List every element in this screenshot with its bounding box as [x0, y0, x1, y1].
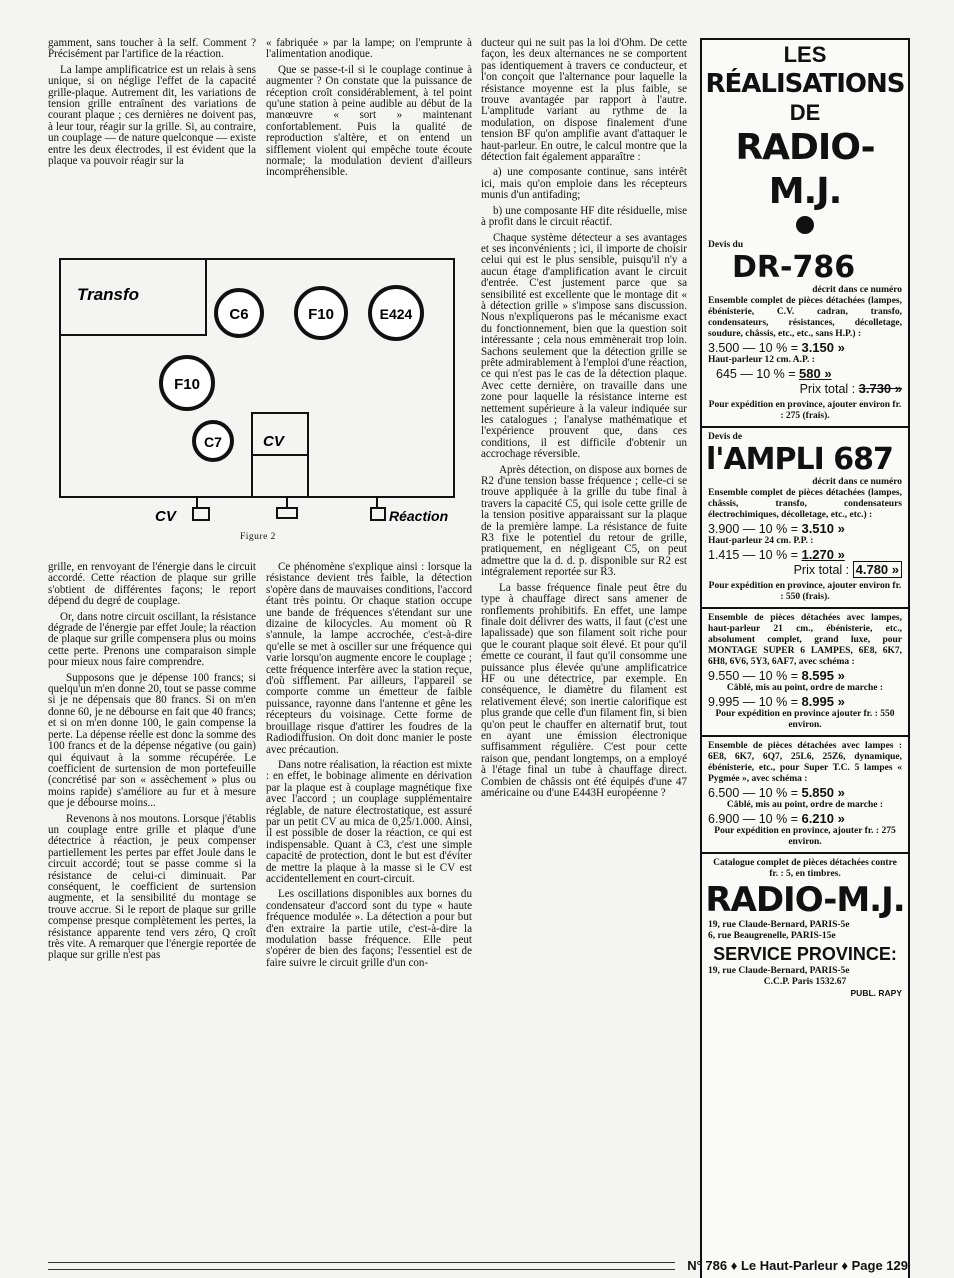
footer-text: N° 786 ♦ Le Haut-Parleur ♦ Page 129 — [687, 1258, 908, 1273]
cv-box-label: CV — [263, 433, 284, 450]
page-footer — [48, 1258, 908, 1273]
advertisement-radio-mj — [700, 38, 910, 1278]
ad-les: LES — [783, 42, 827, 67]
devis1-desc: Ensemble complet de pièces détachées (lampes, ébénisterie, C.V. cadran, transfo, condensateurs, résistances, décolletage, soudure, châssis, etc., etc., sans H.P.) : — [708, 296, 902, 339]
ens1-cable: Câblé, mis au point, ordre de marche : — [726, 683, 884, 693]
chassis-diagram — [59, 258, 455, 523]
cv-knob — [193, 508, 209, 520]
article-column-3 — [481, 38, 687, 803]
cv-knob-label: CV — [155, 508, 176, 523]
ens2-cable: Câblé, mis au point, ordre de marche : — [726, 800, 884, 810]
devis2-desc: Ensemble complet de pièces détachées (lampes, châssis, transfo, condensateurs électrochimiques, décolletage, etc., etc.) : — [708, 488, 902, 520]
ad-brand-2: RADIO-M.J. — [705, 880, 905, 920]
paragraph: Les oscillations disponibles aux bornes du condensateur d'accord sont du type « haute fréquence modulée ». La détection a pour but d'en extraire la partie utile, c'est-à-dire la modulation basse fréquence. Elle peut s'opérer de bien des façons; l'essentiel est de faire suivre le circuit grille d'un con- — [266, 888, 472, 969]
devis2-price1: 3.900 — 10 % = 3.510 » — [708, 521, 845, 536]
paragraph: b) une composante HF dite résiduelle, mise à profit dans le circuit réactif. — [481, 204, 687, 229]
transfo-label: Transfo — [77, 285, 140, 304]
article-column-1-top — [48, 38, 256, 171]
devis2-exp: Pour expédition en province, ajouter environ fr. : 550 (frais). — [708, 581, 902, 602]
figure-caption: Figure 2 — [240, 532, 276, 542]
bullet-dot-icon — [796, 216, 814, 234]
paragraph: Après détection, on dispose aux bornes de R2 d'une tension basse fréquence ; celle-ci se trouve appliquée à la grille du tube final à travers la capacité C5, qui isole cette grille de la tension positive apparaissant sur la plaque de la première lampe. La résistance de fuite R3 fixe le potentiel du retour de grille, pratiquement, en négligeant C5, on peut admettre que la d. d. p. disponible sur R2 est intégralement reportée sur R3. — [481, 463, 687, 579]
address-2: 6, rue Beaugrenelle, PARIS-15e — [708, 931, 836, 941]
ens1-exp: Pour expédition en province ajouter fr. : 550 environ. — [715, 709, 895, 730]
reaction-label: Réaction — [389, 508, 449, 523]
circuit-layout-figure — [59, 258, 455, 523]
tube-f10-left-label: F10 — [174, 376, 200, 393]
paragraph: « fabriquée » par la lampe; on l'emprunte à l'alimentation anodique. — [266, 37, 472, 61]
paragraph: Or, dans notre circuit oscillant, la résistance dégrade de l'énergie par effet Joule; la réaction de plaque sur grille compensera plus ou moins cette perte. Prenons une comparaison simple pour mieux nous faire comprendre. — [48, 610, 256, 669]
devis2-hp: Haut-parleur 24 cm. P.P. : — [708, 536, 814, 546]
address-1: 19, rue Claude-Bernard, PARIS-5e — [708, 920, 850, 930]
paragraph: Revenons à nos moutons. Lorsque j'établis un couplage entre grille et plaque d'une détectrice à réaction, je peux compenser partiellement les pertes par effet Joule dans le circuit accordé; tout se passe comme si la résistance de celui-ci diminuait. Par conséquent, le coefficient de surtension augmente, et la sensibilité du montage se trouve accrue. Si le report de plaque sur grille compense presque complètement les pertes, la résistance apparente tend vers zéro, Q croît très vite. A remarquer que l'énergie reportée de plaque sur grille n'est pas — [48, 812, 256, 962]
article-column-2-top — [266, 38, 472, 183]
ad-de: DE — [789, 100, 821, 125]
article-column-1-bottom — [48, 562, 256, 966]
devis2-title: l'AMPLI 687 — [706, 442, 893, 477]
service-province: SERVICE PROVINCE: — [713, 944, 897, 964]
ens2-exp: Pour expédition en province, ajouter fr. : 275 environ. — [714, 826, 896, 847]
tube-e424-label: E424 — [379, 306, 413, 322]
footer-rule — [48, 1262, 675, 1270]
devis1-exp: Pour expédition en province, ajouter environ fr. : 275 (frais). — [708, 400, 902, 421]
devis2-label: Devis de — [708, 432, 743, 442]
ens2-price2: 6.900 — 10 % = 6.210 » — [708, 811, 845, 826]
paragraph: Supposons que je dépense 100 francs; si quelqu'un m'en donne 20, tout se passe comme si je ne dépensais que 80 francs. Si on m'en donne 60, je ne débourse en fait que 40 francs; et si on m'en donne 100, le gain compense la perte. La dépense réelle est donc la somme des 100 francs et de la dépense négative (ou gain) qui équivaut à la somme récupérée. Le coefficient de surtension de mon portefeuille (concrétisé par son « assèchement » plus ou moins rapide) s'améliore au fur et à mesure que je débourse moins... — [48, 671, 256, 810]
devis2-price2: 1.415 — 10 % = 1.270 » — [708, 547, 845, 562]
paragraph: a) une composante continue, sans intérêt ici, mais qu'on emploie dans les récepteurs munis d'un antifading; — [481, 166, 687, 202]
ccp: C.C.P. Paris 1532.67 — [763, 977, 847, 987]
devis1-price1: 3.500 — 10 % = 3.150 » — [708, 340, 845, 355]
tube-c7-label: C7 — [204, 434, 222, 450]
ens1-price2: 9.995 — 10 % = 8.995 » — [708, 694, 845, 709]
devis1-hp: Haut-parleur 12 cm. A.P. : — [708, 355, 815, 365]
paragraph: ducteur qui ne suit pas la loi d'Ohm. De cette façon, les deux alternances ne se comportent pas identiquement à travers ce conducteur, et l'on conçoit que l'alternance pour laquelle la résistance moyenne est la plus faible, se trouve avantagée par rapport à l'autre. L'amplitude variant au rythme de la modulation, on dispose finalement d'une tension BF qu'on amplifie avant d'attaquer le haut-parleur. En outre, le calcul montre que la détection fait également apparaître : — [481, 37, 687, 164]
paragraph: La lampe amplificatrice est un relais à sens unique, si on néglige l'effet de la capacité grille-plaque. Autrement dit, les variations de tension grille entraînent des variations de courant plaque ; ces dernières ne doivent pas, à leur tour, réagir sur la grille. Si, au contraire, un couplage — de nature quelconque — existe entre les deux électrodes, il est évident que la plaque va pouvoir réagir sur la — [48, 63, 256, 168]
devis1-label: Devis du — [708, 240, 744, 250]
ens2-price1: 6.500 — 10 % = 5.850 » — [708, 785, 845, 800]
catalogue-text: Catalogue complet de pièces détachées contre fr. : 5, en timbres. — [713, 858, 897, 879]
devis2-sub: décrit dans ce numéro — [812, 477, 902, 487]
devis1-title: DR-786 — [732, 250, 856, 285]
paragraph: Dans notre réalisation, la réaction est mixte : en effet, le bobinage alimente en dérivation par la plaque est à couplage magnétique fixe avec l'accord ; un couplage supplémentaire réglable, de nature électrostatique, est assuré par un petit CV au mica de 0,25/1.000. Ainsi, il est possible de doser la réaction, ce qui est indispensable. Quant à C3, c'est une simple capacité de protection, dont le but est d'éviter de mettre la plaque à la masse si le CV est accidentellement en court-circuit. — [266, 758, 472, 885]
devis1-price2: 645 — 10 % = 580 » — [716, 366, 832, 381]
tube-c6-label: C6 — [229, 306, 249, 323]
devis1-sub: décrit dans ce numéro — [812, 285, 902, 295]
paragraph: Chaque système détecteur a ses avantages et ses inconvénients ; ici, il importe de choisir celui qui est le plus sensible, puisqu'il n'y a aucun étage d'amplification avant le circuit d'entrée. C'est justement parce que sa sensibilité est excellente que le montage dit « à détection grille » s'impose sans discussion. Nous n'expliquerons pas le mécanisme exact du fonctionnement, bien que la question soit intéressante ; cela nous emmènerait trop loin. Sachons seulement que la détection grille se prête admirablement à l'emploi d'une réaction, ce qui n'est pas le cas de la détection plaque. Avec cette dernière, on travaille dans une zone pour laquelle la résistance interne est nettement supérieure à la valeur indiquée sur les catalogues ; l'analyse mathématique et l'expérience prouvent que, dans ces conditions, il est difficile d'obtenir un accrochage réversible. — [481, 231, 687, 461]
cv-box-lower — [252, 455, 308, 497]
ens1-desc: Ensemble de pièces détachées avec lampes, haut-parleur 21 cm., ébénisterie, etc., absolument complet, grand luxe, pour MONTAGE SUPER 6 LAMPES, 6E8, 6K7, 6H8, 6V6, 5Y3, 6AF7, avec schéma : — [708, 613, 902, 667]
ad-brand: RADIO-M.J. — [735, 127, 875, 212]
article-column-2-bottom — [266, 562, 472, 973]
paragraph: Que se passe-t-il si le couplage continue à augmenter ? On constate que la puissance de réception croît considérablement, à tel point qu'une station à peine audible au début de la manœuvre « sort » maintenant confortablement. Puis la qualité de reproduction s'altère, et on entend un sifflement violent qui empêche toute écoute normale; la modulation devient d'ailleurs incompréhensible. — [266, 63, 472, 179]
ad-realisations: RÉALISATIONS — [705, 69, 905, 99]
tube-f10-top-label: F10 — [308, 306, 334, 323]
reaction-knob — [371, 508, 385, 520]
paragraph: gamment, sans toucher à la self. Comment ? Précisément par l'artifice de la réaction. — [48, 37, 256, 61]
paragraph: Ce phénomène s'explique ainsi : lorsque la résistance devient très faible, la détection s'opère dans de mauvaises conditions, l'accord étant très pointu. Or chaque station occupe une bande de fréquences s'étendant sur une dizaine de kilocycles. Au moment où R s'annule, la lampe accrochée, c'est-à-dire qu'elle se met à osciller sur une fréquence qui varie lorsqu'on augmente encore le couplage ; cette fréquence interfère avec la station reçue, d'où sifflement. Par ailleurs, l'appareil se comporte comme un émetteur de faible puissance, rayonne dans l'antenne et gêne les récepteurs du voisinage. Cette forme de brouillage risque d'attirer les foudres de la Radiodiffusion. On doit donc manier le poste avec précaution. — [266, 561, 472, 756]
ens2-desc: Ensemble de pièces détachées avec lampes : 6E8, 6K7, 6Q7, 25L6, 25Z6, dynamique, ébénisterie, etc., pour Super T.C. 5 lampes « Pygmée », avec schéma : — [708, 741, 902, 784]
paragraph: La basse fréquence finale peut être du type à chauffage direct sans amener de ronflements prohibitifs. En effet, une lampe finale doit délivrer des watts, il faut (c'est une lapalissade) que son filament soit riche pour que le courant plaque soit élevé. Et pour qu'il émette ce courant, il faut qu'il consomme une puissance plus élevée qu'une amplificatrice HF ou une détectrice, par exemple. En conséquence, le diamètre du filament est relativement élevé; son inertie calorifique est plus grande que celle d'un filament fin, si bien qu'on peut le chauffer en alternatif brut, tout en ayant une émission électronique suffisamment régulière. C'est pour cette raison que, pendant longtemps, on a employé à l'étage final un tube à chauffage direct. Combien de châssis ont été équipés d'une 47 américaine ou d'une E443H européenne ? — [481, 581, 687, 799]
address-3: 19, rue Claude-Bernard, PARIS-5e — [708, 966, 850, 976]
devis1-total: Prix total : 3.730 » — [799, 381, 902, 396]
publ-rapy: PUBL. RAPY — [850, 988, 902, 998]
ens1-price1: 9.550 — 10 % = 8.595 » — [708, 668, 845, 683]
center-knob — [277, 508, 297, 518]
paragraph: grille, en renvoyant de l'énergie dans le circuit accordé. Cette réaction de plaque sur grille s'obtient de différentes façons; le report dépend du degré de couplage. — [48, 561, 256, 608]
devis2-total: Prix total : 4.780 » — [702, 562, 908, 577]
